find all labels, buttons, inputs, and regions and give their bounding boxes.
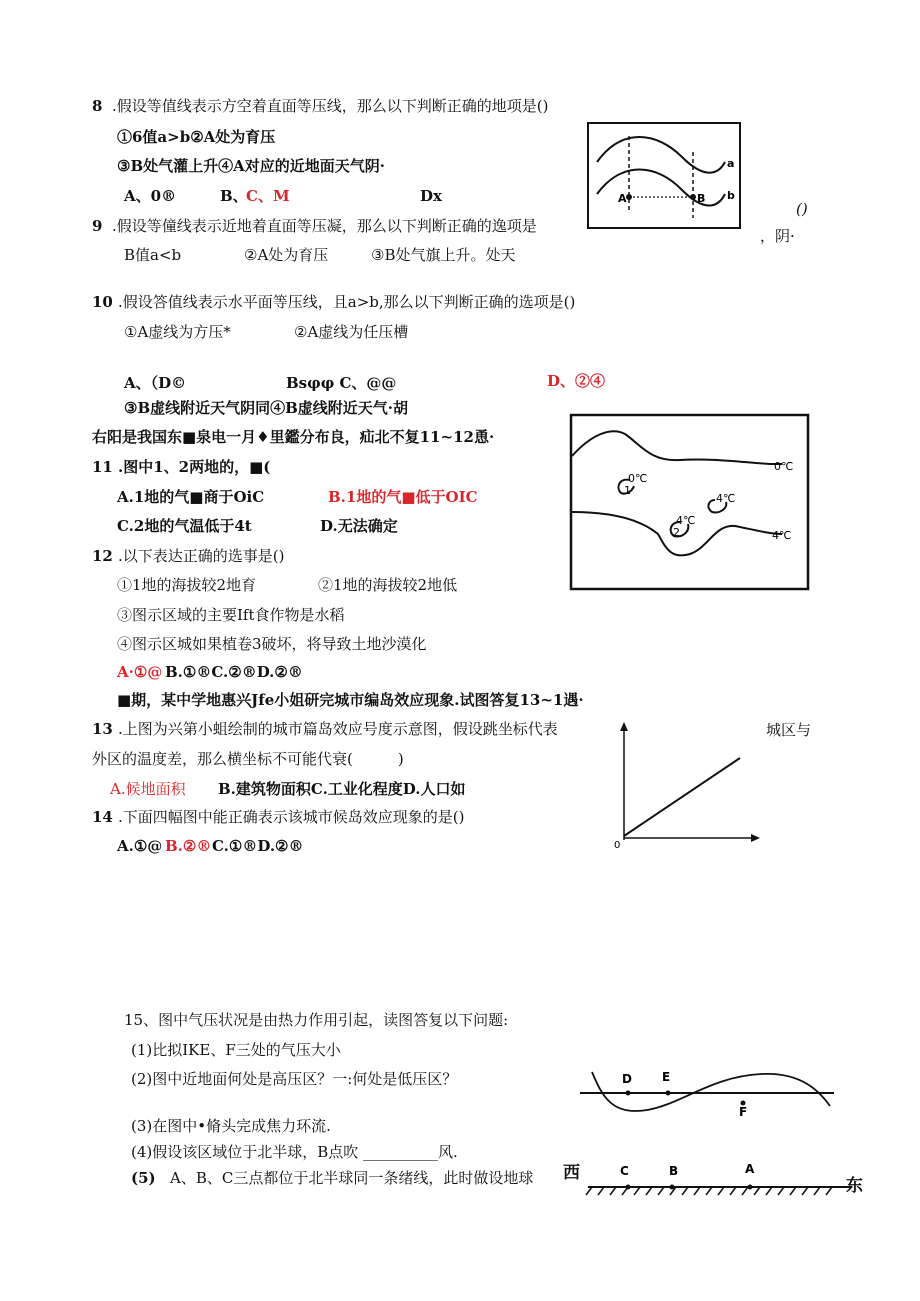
q10-choice-a: A、（D©	[124, 374, 187, 392]
q10-option-2: ②A虚线为任压槽	[294, 323, 409, 341]
point-D	[626, 1091, 631, 1096]
map-label-0c-right: 0℃	[774, 460, 794, 473]
point-E	[666, 1091, 671, 1096]
intro-11-12: 右阳是我国东■泉电一月♦里鑑分布良，疝北不复11~12恿·	[92, 428, 495, 446]
q10-choice-d: D、②④	[547, 372, 606, 390]
isotherm-map-figure	[570, 414, 810, 591]
q12-choices-rest: B.①®C.②®D.②®	[165, 663, 303, 681]
q10-choice-b: Bsφφ C、@@	[286, 374, 397, 392]
map-label-0c-loop: 0℃	[628, 472, 648, 485]
q13-choices-rest: B.建筑物面积C.工业化程度D.人口如	[218, 780, 466, 798]
q15-stem: 15、图中气压状况是由热力作用引起，读图答复以下问题:	[124, 1011, 509, 1029]
heat-island-graph	[610, 722, 760, 850]
label-C: C	[620, 1164, 629, 1178]
q11-choice-a: A.1地的气■商于OiC	[117, 488, 265, 506]
isobar-point-A	[626, 194, 632, 200]
q13-line-2: 外区的温度差，那么横坐标不可能代衰( )	[92, 750, 404, 768]
q14-stem: .下面四幅图中能正确表示该城市候岛效应现象的是()	[118, 808, 465, 826]
graph-origin-label: 0	[614, 840, 621, 851]
graph-x-arrow	[751, 834, 760, 842]
q8-option-2: ③B处气灌上升④A对应的近地面天气阴·	[117, 157, 385, 175]
q11-choice-c: C.2地的气温低于4t	[117, 517, 252, 535]
q10-option-1: ①A虚线为方压*	[124, 323, 231, 341]
isobar-label-B: B	[697, 192, 706, 205]
q8-choice-b: B、	[220, 187, 248, 205]
point-C	[626, 1185, 631, 1190]
q12-option-4: ④图示区城如果植卷3破坏，将导致土地沙漠化	[117, 635, 427, 653]
label-D: D	[622, 1072, 632, 1086]
q11-number: 11	[92, 458, 113, 476]
label-F: F	[739, 1105, 748, 1119]
q10-option-3: ③B虚线附近天气阴同④B虚线附近天气·胡	[124, 399, 409, 417]
isobar-line-b	[597, 170, 725, 206]
q11-choice-b: B.1地的气■低于OIC	[328, 488, 478, 506]
q13-stem: .上图为兴第小蛆绘制的城市篇岛效应号度示意图，假设跳坐标代表	[118, 720, 558, 738]
q15-part-3: (3)在图中•脩头完成焦力环流.	[131, 1117, 331, 1135]
isobar-label-a: a	[727, 157, 735, 170]
q8-choice-a: A、0®	[124, 187, 177, 205]
q13-choice-a: A.候地面积	[110, 780, 186, 798]
graph-y-arrow	[620, 722, 628, 731]
q8-choice-d: Dx	[420, 187, 442, 205]
map-label-1: 1	[624, 484, 631, 497]
q12-option-3: ③图示区域的主要Ift食作物是水稻	[117, 606, 345, 624]
ground-hatching	[586, 1187, 832, 1195]
point-A	[748, 1185, 753, 1190]
q8-option-1: ①6值a>b②A处为育压	[117, 128, 276, 146]
label-A: A	[745, 1162, 755, 1176]
isobar-line-a	[597, 137, 725, 173]
label-E: E	[662, 1070, 671, 1084]
intro-13-14: ■期，某中学地惠兴Jfe小姐研完城市编岛效应现象.试图答复13~1遇·	[117, 691, 584, 709]
isobar-label-b: b	[727, 189, 735, 202]
q12-option-2: ②1地的海拔较2地低	[318, 576, 458, 594]
map-label-4c-right-loop: 4℃	[716, 492, 736, 505]
q11-choice-d: D.无法确定	[320, 517, 398, 535]
point-B	[670, 1185, 675, 1190]
q13-right-fragment: 城区与	[766, 721, 812, 739]
q9-number: 9	[92, 217, 103, 235]
q15-part-5-number: (5)	[131, 1169, 156, 1187]
q9-right-fragment: ，阴·	[760, 227, 795, 245]
thermal-circulation-figure	[562, 1066, 862, 1206]
map-frame	[571, 415, 808, 589]
q9-stem: .假设等僮线表示近地着直面等压凝，那么以下判断正确的逸项是	[112, 217, 537, 235]
q9-right-paren: ()	[796, 200, 808, 218]
isotherm-0c	[572, 431, 782, 464]
q9-option-1: B值a<b	[124, 246, 182, 264]
q12-choice-a: A·①@	[117, 663, 163, 681]
isobar-point-B	[690, 194, 696, 200]
q12-stem: .以下表达正确的选事是()	[118, 547, 285, 565]
q15-part-5: A、B、C三点都位于北半球同一条绪线，此时做设地球	[170, 1169, 534, 1187]
q15-part-2: (2)图中近地面何处是高压区？一:何处是低压区？	[131, 1070, 458, 1088]
map-label-2: 2	[673, 526, 680, 539]
q14-choice-a: A.①@	[117, 837, 163, 855]
direction-west: 西	[563, 1163, 580, 1183]
q8-number: 8	[92, 97, 103, 115]
isobar-label-A: A	[618, 192, 627, 205]
map-label-4c-right: 4℃	[772, 529, 792, 542]
q13-number: 13	[92, 720, 113, 738]
q9-option-2: ②A处为育压	[244, 246, 329, 264]
q12-option-1: ①1地的海拔较2地育	[117, 576, 257, 594]
q8-choice-c: C、M	[246, 187, 290, 205]
q11-stem: .图中1、2两地的，■(	[118, 458, 271, 476]
q10-stem: .假设答值线表示水平面等压线，且a>b,那么以下判断正确的选项是()	[118, 293, 576, 311]
direction-east: 东	[846, 1176, 863, 1196]
label-B: B	[669, 1164, 679, 1178]
q14-choice-b: B.②®	[165, 837, 212, 855]
q9-option-3: ③B处气旗上升。处天	[371, 246, 516, 264]
q15-part-4: (4)假设该区域位于北半球，B点吹 __________风.	[131, 1143, 458, 1161]
q14-number: 14	[92, 808, 113, 826]
q15-part-1: (1)比拟IKE、F三处的气压大小	[131, 1041, 341, 1059]
q10-number: 10	[92, 293, 113, 311]
q8-stem: .假设等值线表示方空着直面等压线，那么以下判断正确的地项是()	[112, 97, 549, 115]
isobar-figure	[587, 122, 741, 230]
q12-number: 12	[92, 547, 113, 565]
q14-choices-rest: C.①®D.②®	[212, 837, 304, 855]
graph-line	[624, 758, 740, 836]
map-label-4c-low-loop: 4℃	[676, 514, 696, 527]
